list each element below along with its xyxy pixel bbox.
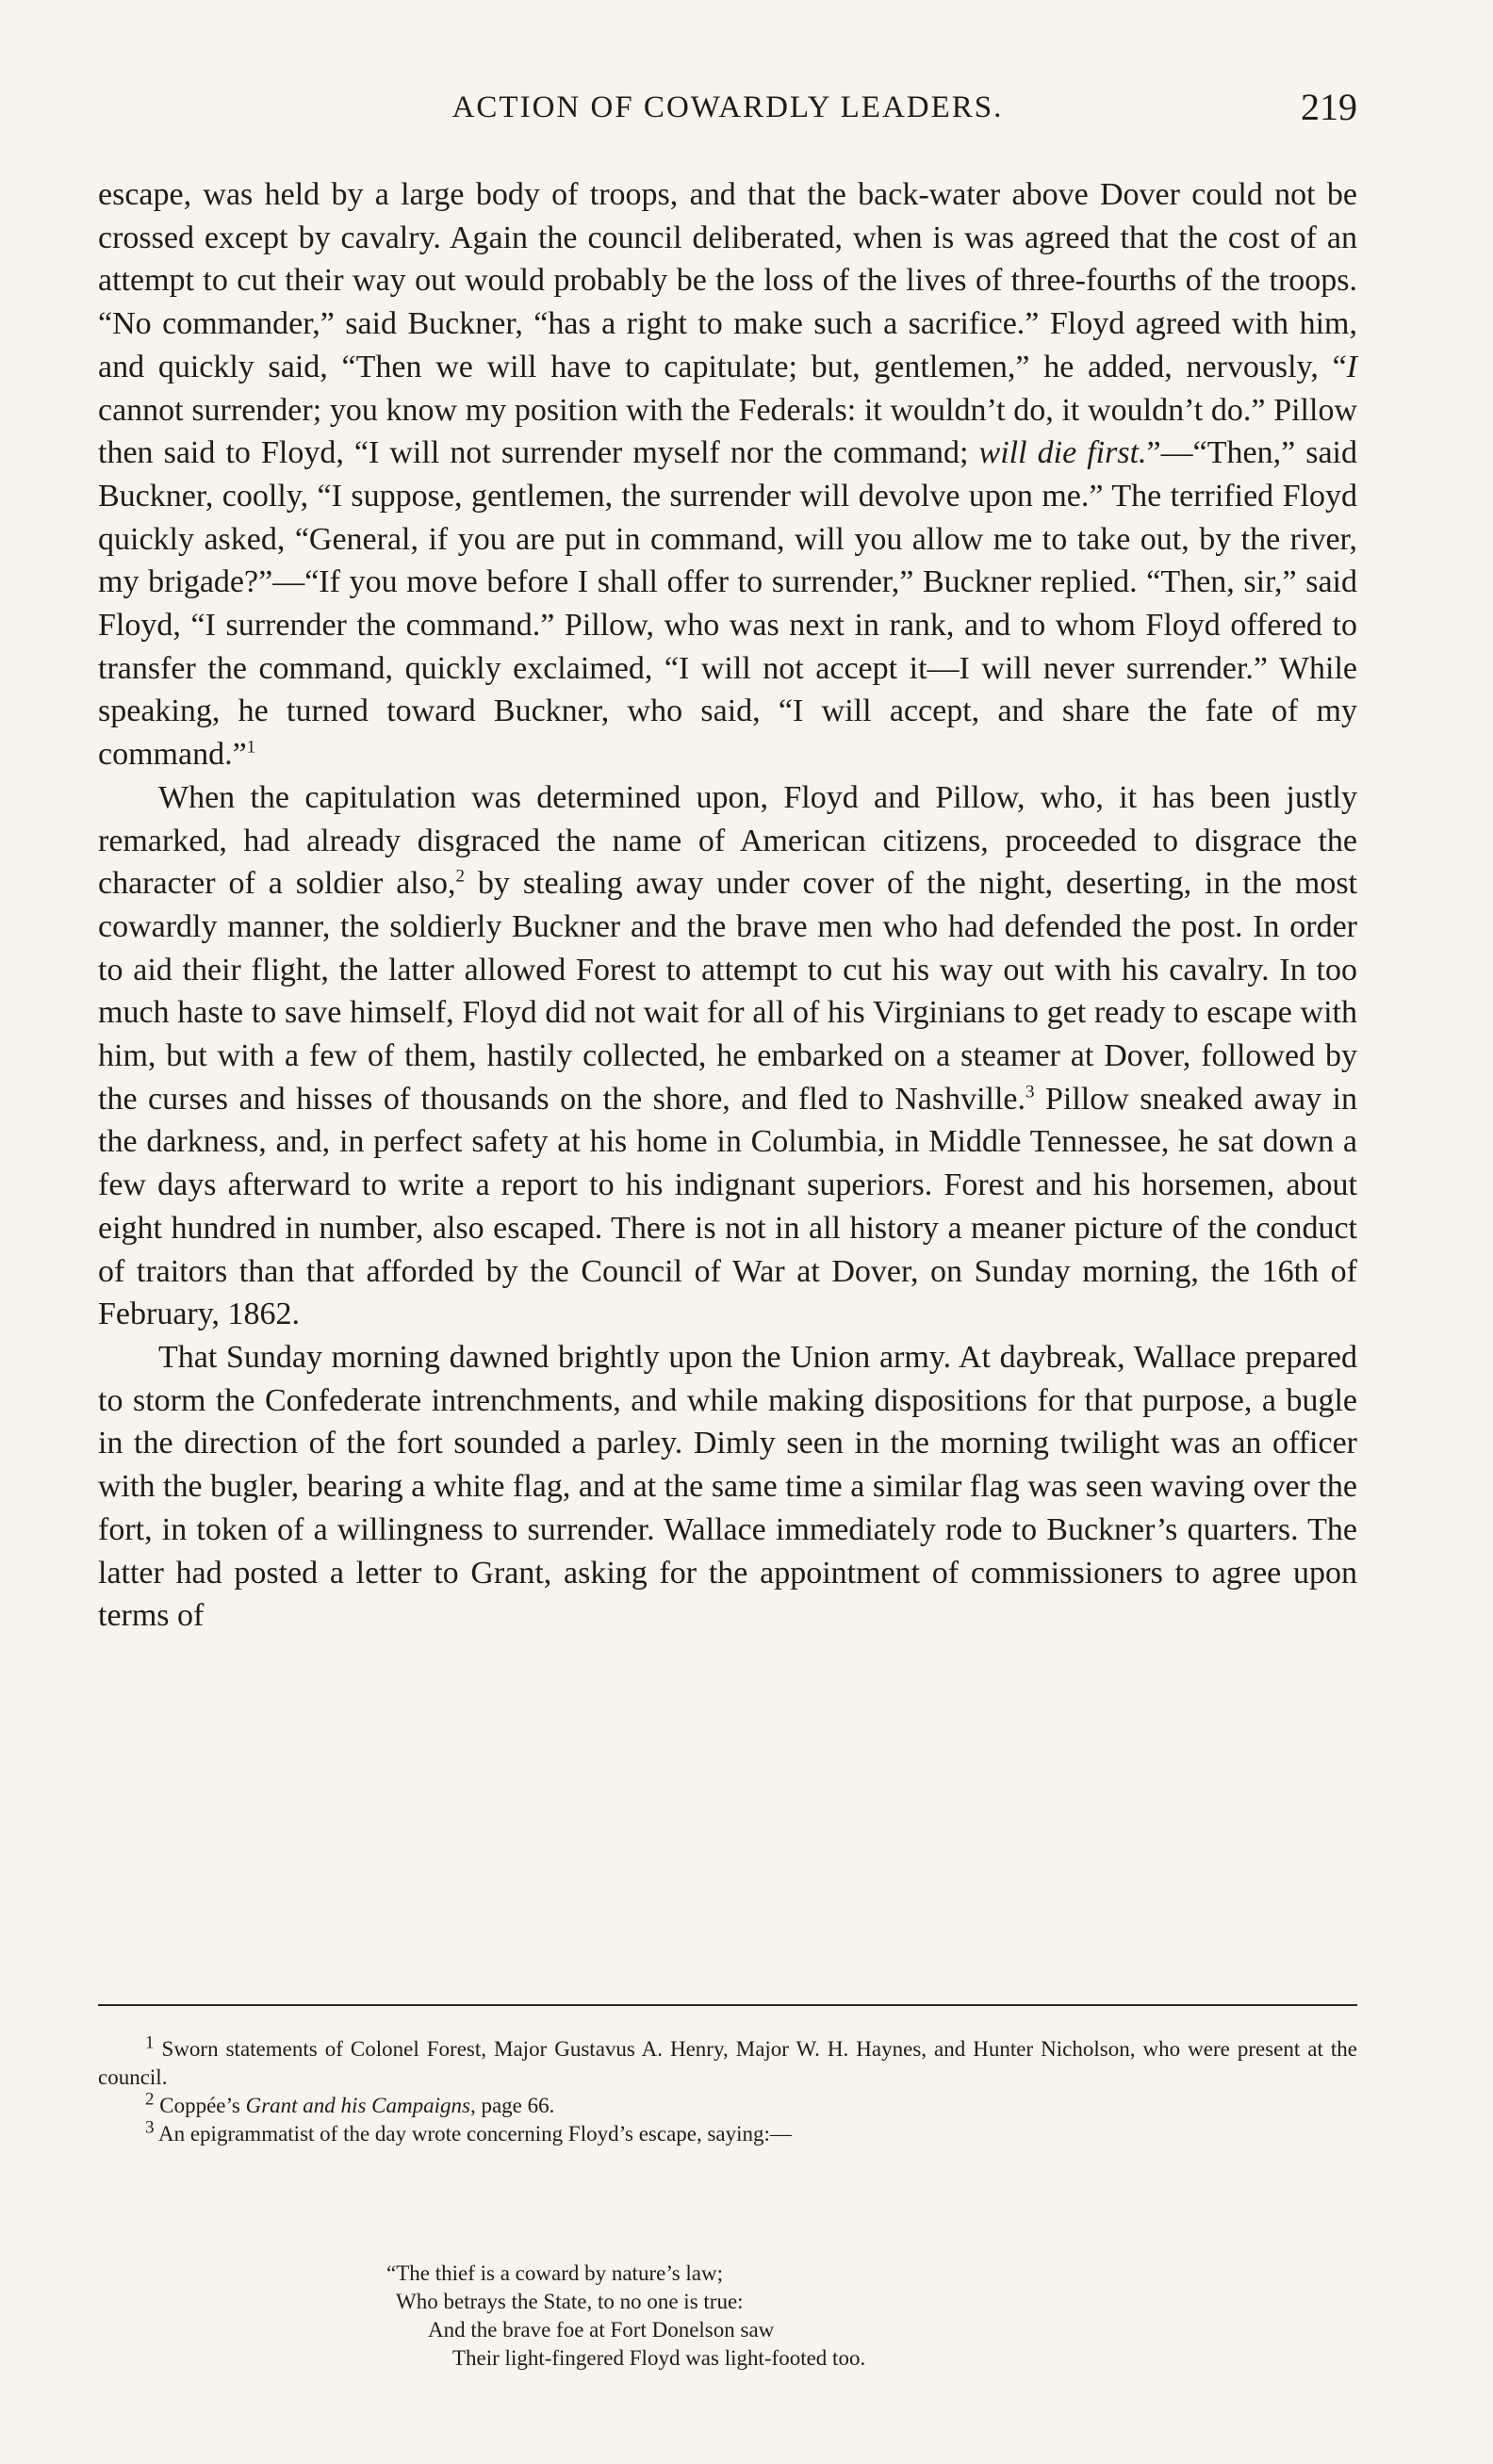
footnote-2-book-title: Grant and his Campaigns [245, 2094, 470, 2117]
page-header [98, 81, 1357, 138]
footnote-3 [98, 2117, 1357, 2148]
footnote-1-text: Sworn statements of Colonel Forest, Major Gustavus A. Henry, Major W. H. Haynes, and Hunter Nicholson, who were present at the council. [98, 2037, 1357, 2089]
body-text [98, 173, 1357, 1638]
footnote-1-mark: 1 [145, 2032, 155, 2053]
epigram-poem [98, 2260, 1357, 2373]
paragraph-2-part-b: by stealing away under cover of the night, deserting, in the most cowardly manner, the soldierly Buckner and the brave men who had defended the post. In order to aid their flight, the latter allowed Forest to attempt to cut his way out with his cavalry. In too much haste to save himself, Floyd did not wait for all of his Virginians to get ready to escape with him, but with a few of them, hastily collected, he embarked on a steamer at Dover, followed by the curses and hisses of thousands on the shore, and fled to Nashville. [98, 866, 1357, 1117]
paragraph-2-part-a: When the capitulation was determined upon, Floyd and Pillow, who, it has been justly remarked, had already disgraced the name of American citizens, proceeded to disgrace the character of a soldier also, [98, 779, 1357, 902]
footnote-2-mark: 2 [145, 2089, 155, 2110]
paragraph-2-part-c: Pillow sneaked away in the darkness, and, in perfect safety at his home in Columbia, in Middle Tennessee, he sat down a few days afterward to write a report to his indignant superiors. Forest and his horsemen, about eight hundred in number, also escaped. There is not in all history a meaner picture of the conduct of traitors than that afforded by the Council of War at Dover, on Sunday morning, the 16th of February, 1862. [98, 1081, 1357, 1332]
footnote-1 [98, 2032, 1357, 2092]
poem-line: “The thief is a coward by nature’s law; [386, 2261, 724, 2285]
paragraph-1-part-b: cannot surrender; you know my position with the Federals: it wouldn’t do, it wouldn’t do.” Pillow then said to Floyd, “I will not surrender myself nor the command; [98, 392, 1357, 471]
footnote-2-text-b: , page 66. [469, 2094, 555, 2117]
paragraph-2 [98, 776, 1357, 1336]
footnote-3-mark: 3 [145, 2117, 155, 2138]
footnote-2-text-a: Coppée’s [154, 2094, 246, 2117]
poem-line: Who betrays the State, to no one is true: [396, 2290, 744, 2313]
footnote-ref-3: 3 [1025, 1082, 1035, 1102]
running-head: ACTION OF COWARDLY LEADERS. [451, 90, 1004, 124]
page-number: 219 [1301, 86, 1357, 128]
emphasis-will-die-first: will die first. [978, 435, 1147, 471]
paragraph-1 [98, 173, 1357, 776]
footnote-divider [98, 2004, 1357, 2006]
footnote-3-text: An epigrammatist of the day wrote concerning Floyd’s escape, saying:— [154, 2122, 792, 2146]
poem-line: And the brave foe at Fort Donelson saw [428, 2318, 775, 2342]
footnote-ref-1: 1 [246, 737, 256, 758]
poem-line: Their light-fingered Floyd was light-footed too. [452, 2346, 866, 2370]
footnote-ref-2: 2 [455, 866, 465, 887]
paragraph-1-part-a: escape, was held by a large body of troops, and that the back-water above Dover could not be crossed except by cavalry. Again the council deliberated, when is was agreed that the cost of an attempt to cut their way out would probably be the loss of the lives of three-fourths of the troops. “No commander,” said Buckner, “has a right to make such a sacrifice.” Floyd agreed with him, and quickly said, “Then we will have to capitulate; but, gentlemen,” he added, nervously, “ [98, 177, 1357, 384]
footnote-2 [98, 2089, 1357, 2120]
emphasis-i: I [1346, 349, 1357, 384]
paragraph-3: That Sunday morning dawned brightly upon the Union army. At daybreak, Wallace prepared to storm the Confederate intrenchments, and while making dispositions for that purpose, a bugle in the direction of the fort sounded a parley. Dimly seen in the morning twilight was an officer with the bugler, bearing a white flag, and at the same time a similar flag was seen waving over the fort, in token of a willingness to surrender. Wallace immediately rode to Buckner’s quarters. The latter had posted a letter to Grant, asking for the appointment of commissioners to agree upon terms of [98, 1339, 1357, 1634]
footnotes [98, 2032, 1357, 2148]
paragraph-1-part-c: ”—“Then,” said Buckner, coolly, “I suppose, gentlemen, the surrender will devolve upon me.” The terrified Floyd quickly asked, “General, if you are put in command, will you allow me to take out, by the river, my brigade?”—“If you move before I shall offer to surrender,” Buckner replied. “Then, sir,” said Floyd, “I surrender the command.” Pillow, who was next in rank, and to whom Floyd offered to transfer the command, quickly exclaimed, “I will not accept it—I will never surrender.” While speaking, he turned toward Buckner, who said, “I will accept, and share the fate of my command.” [98, 435, 1358, 773]
